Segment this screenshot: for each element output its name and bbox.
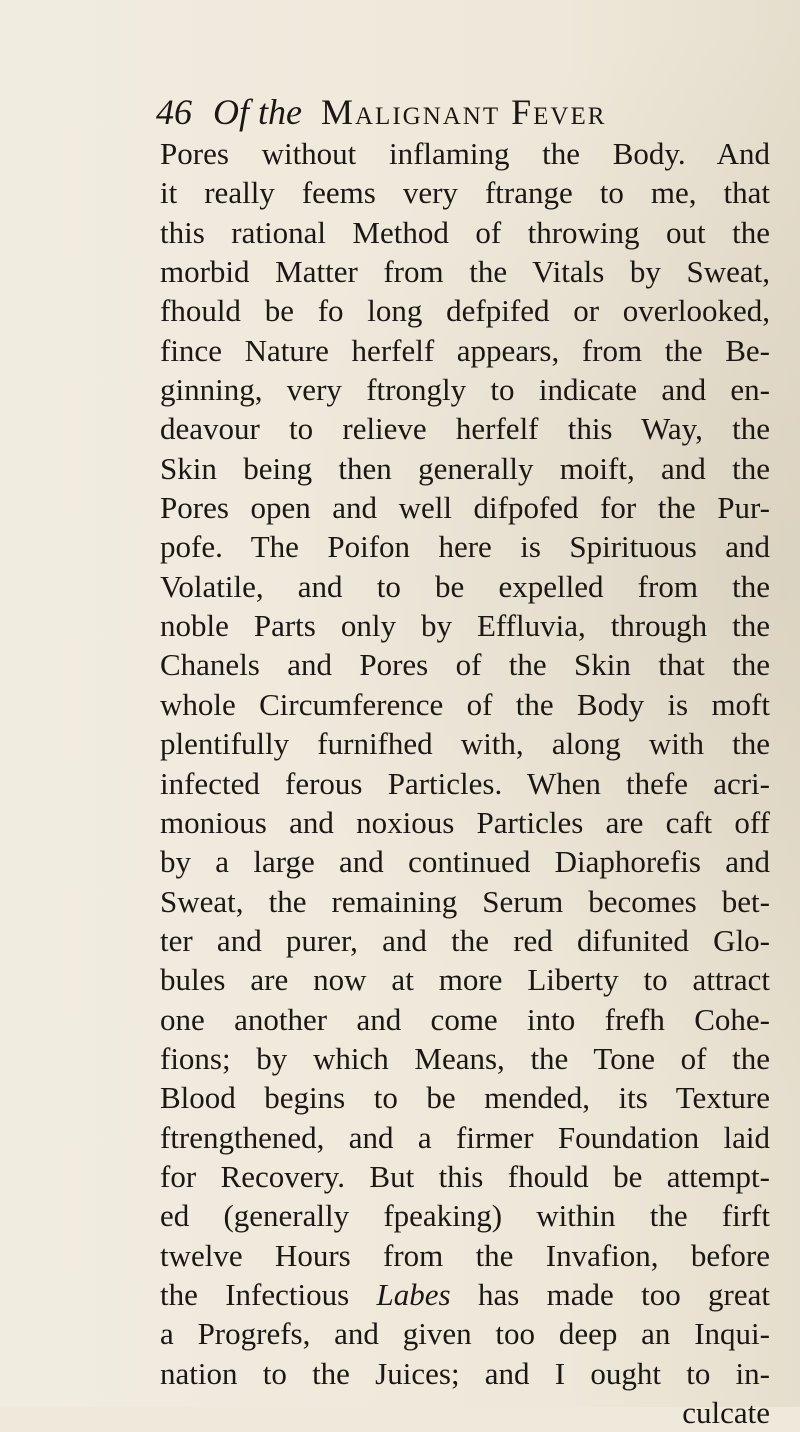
text-line: fhould be fo long defpifed or overlooked, <box>160 293 770 329</box>
text-line: Pores open and well difpofed for the Pur- <box>160 490 770 526</box>
text-line: morbid Matter from the Vitals by Sweat, <box>160 254 770 290</box>
text-line: Chanels and Pores of the Skin that the <box>160 647 770 683</box>
text-line: bules are now at more Liberty to attract <box>160 962 770 998</box>
text-line: nation to the Juices; and I ought to in- <box>160 1355 770 1391</box>
running-head-prefix: Of the <box>213 92 302 132</box>
text-line: monious and noxious Particles are caft off <box>160 804 770 840</box>
text-line: plentifully furnifhed with, along with the <box>160 726 770 762</box>
text-line: one another and come into frefh Cohe- <box>160 1001 770 1037</box>
text-line: pofe. The Poifon here is Spirituous and <box>160 529 770 565</box>
text-line: the Infectious Labes has made too great <box>160 1276 770 1312</box>
page-number: 46 <box>156 92 192 132</box>
text-line: noble Parts only by Effluvia, through the <box>160 608 770 644</box>
text-line: fions; by which Means, the Tone of the <box>160 1040 770 1076</box>
text-line: Sweat, the remaining Serum becomes bet- <box>160 883 770 919</box>
text-line: whole Circumference of the Body is moft <box>160 686 770 722</box>
text-line: ginning, very ftrongly to indicate and en- <box>160 372 770 408</box>
running-head <box>156 92 606 132</box>
text-line: Skin being then generally moift, and the <box>160 450 770 486</box>
text-line: Volatile, and to be expelled from the <box>160 568 770 604</box>
text-line: Blood begins to be mended, its Texture <box>160 1080 770 1116</box>
text-line: by a large and continued Diaphorefis and <box>160 844 770 880</box>
text-line: this rational Method of throwing out the <box>160 214 770 250</box>
text-line: ftrengthened, and a firmer Foundation laid <box>160 1119 770 1155</box>
catchword: culcate <box>682 1395 770 1430</box>
text-line: ter and purer, and the red difunited Glo- <box>160 922 770 958</box>
text-line: ed (generally fpeaking) within the firft <box>160 1198 770 1234</box>
body-text <box>160 134 770 1432</box>
italic-term: Labes <box>376 1276 451 1312</box>
text-line: infected ferous Particles. When thefe acri- <box>160 765 770 801</box>
text-line: deavour to relieve herfelf this Way, the <box>160 411 770 447</box>
text-line: a Progrefs, and given too deep an Inqui- <box>160 1316 770 1352</box>
text-line: it really feems very ftrange to me, that <box>160 175 770 211</box>
running-head-title: Malignant Fever <box>320 92 607 132</box>
text-line: twelve Hours from the Invafion, before <box>160 1237 770 1273</box>
text-line: for Recovery. But this fhould be attempt- <box>160 1158 770 1194</box>
text-line: fince Nature herfelf appears, from the Be- <box>160 332 770 368</box>
text-line: Pores without inflaming the Body. And <box>160 136 770 171</box>
